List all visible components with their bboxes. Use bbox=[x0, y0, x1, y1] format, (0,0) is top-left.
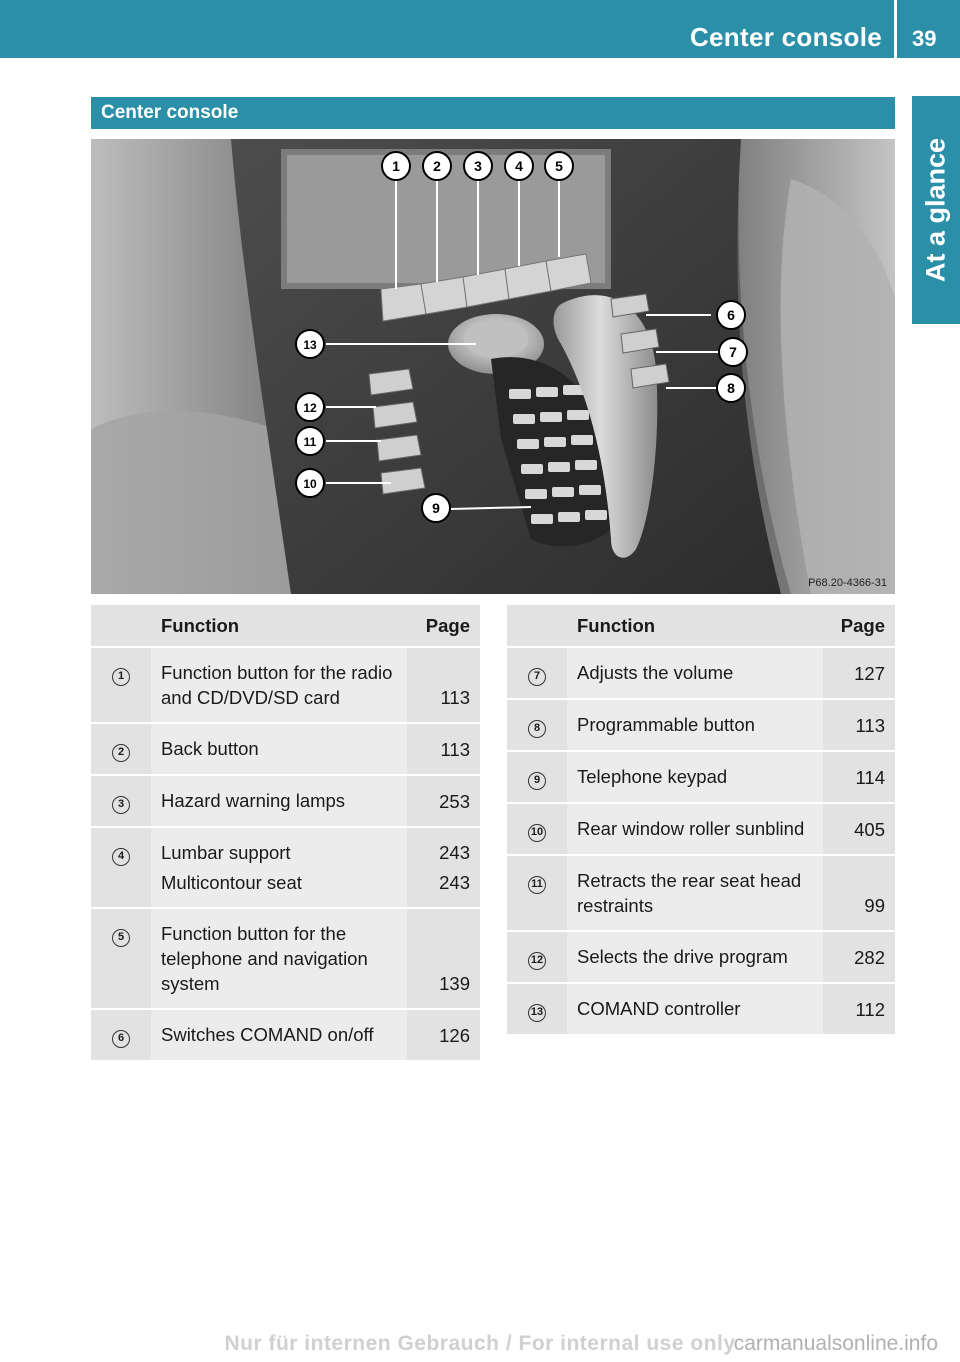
photo-callout-7 bbox=[719, 338, 747, 366]
photo-callout-11 bbox=[296, 427, 324, 455]
page-reference: 126 bbox=[439, 1025, 470, 1046]
table-header-page: Page bbox=[823, 605, 895, 647]
item-number-badge: 6 bbox=[112, 1030, 130, 1048]
function-description: COMAND controller bbox=[577, 998, 741, 1019]
table-row bbox=[91, 775, 480, 827]
page-reference: 243 bbox=[439, 842, 470, 863]
page-reference: 127 bbox=[854, 663, 885, 684]
item-number-badge: 4 bbox=[112, 848, 130, 866]
function-description: Function button for the radio and CD/DVD/SD card bbox=[161, 662, 393, 708]
photo-callout-10 bbox=[296, 469, 324, 497]
item-number-badge: 9 bbox=[528, 772, 546, 790]
svg-text:7: 7 bbox=[729, 344, 737, 360]
function-description: Lumbar support bbox=[161, 842, 291, 863]
photo-callout-6 bbox=[717, 301, 745, 329]
page-reference: 114 bbox=[855, 767, 885, 788]
page-reference: 99 bbox=[864, 895, 885, 916]
footer-site: carmanualsonline.info bbox=[733, 1332, 938, 1355]
page-reference: 282 bbox=[854, 947, 885, 968]
svg-text:9: 9 bbox=[432, 500, 440, 516]
header-title: Center console bbox=[689, 22, 882, 52]
photo-callout-2 bbox=[423, 152, 451, 180]
photo-callout-5 bbox=[545, 152, 573, 180]
svg-text:12: 12 bbox=[303, 401, 317, 415]
table-row bbox=[91, 827, 480, 908]
table-row bbox=[507, 803, 895, 855]
footer-notice: Nur für internen Gebrauch / For internal use only bbox=[224, 1332, 736, 1355]
table-row bbox=[91, 908, 480, 1009]
side-tab-label: At a glance bbox=[920, 137, 951, 283]
photo-callout-4 bbox=[505, 152, 533, 180]
function-table-left bbox=[91, 605, 480, 1060]
table-row bbox=[507, 751, 895, 803]
item-number-badge: 3 bbox=[112, 796, 130, 814]
function-description: Rear window roller sunblind bbox=[577, 818, 805, 839]
function-description: Telephone keypad bbox=[577, 766, 728, 787]
table-row bbox=[507, 647, 895, 699]
function-description: Retracts the rear seat head restraints bbox=[577, 870, 802, 916]
table-row bbox=[507, 699, 895, 751]
svg-text:2: 2 bbox=[433, 158, 441, 174]
photo-callout-1 bbox=[382, 152, 410, 180]
table-row bbox=[507, 983, 895, 1034]
photo-callout-8 bbox=[717, 374, 745, 402]
item-number-badge: 11 bbox=[528, 876, 546, 894]
item-number-badge: 1 bbox=[112, 668, 130, 686]
page-number: 39 bbox=[912, 26, 937, 51]
table-header-page: Page bbox=[407, 605, 480, 647]
item-number-badge: 12 bbox=[528, 952, 546, 970]
svg-text:10: 10 bbox=[303, 477, 317, 491]
page-reference: 113 bbox=[855, 715, 885, 736]
page-reference: 243 bbox=[439, 872, 470, 893]
function-description: Adjusts the volume bbox=[577, 662, 734, 683]
table-row bbox=[507, 855, 895, 931]
item-number-badge: 7 bbox=[528, 668, 546, 686]
table-row bbox=[507, 931, 895, 983]
section-title: Center console bbox=[101, 102, 239, 123]
table-row bbox=[91, 1009, 480, 1060]
photo-callout-12 bbox=[296, 393, 324, 421]
page-reference: 253 bbox=[439, 791, 470, 812]
function-description: Back button bbox=[161, 738, 259, 759]
table-header-function: Function bbox=[567, 605, 823, 647]
item-number-badge: 2 bbox=[112, 744, 130, 762]
function-description: Function button for the telephone and navigation system bbox=[161, 923, 368, 994]
photo-callout-13 bbox=[296, 330, 324, 358]
item-number-badge: 10 bbox=[528, 824, 546, 842]
table-header-number bbox=[507, 605, 567, 647]
table-header-function: Function bbox=[151, 605, 407, 647]
table-row bbox=[91, 723, 480, 775]
svg-text:5: 5 bbox=[555, 158, 563, 174]
page-reference: 112 bbox=[855, 999, 885, 1020]
svg-text:3: 3 bbox=[474, 158, 482, 174]
item-number-badge: 5 bbox=[112, 929, 130, 947]
svg-text:8: 8 bbox=[727, 380, 735, 396]
photo-callout-3 bbox=[464, 152, 492, 180]
function-description: Hazard warning lamps bbox=[161, 790, 346, 811]
item-number-badge: 13 bbox=[528, 1004, 546, 1022]
page-reference: 405 bbox=[854, 819, 885, 840]
svg-text:4: 4 bbox=[515, 158, 523, 174]
function-description: Switches COMAND on/off bbox=[161, 1024, 374, 1045]
svg-text:6: 6 bbox=[727, 307, 735, 323]
photo-reference-code: P68.20-4366-31 bbox=[808, 577, 887, 589]
svg-text:11: 11 bbox=[303, 435, 317, 449]
function-description: Multicontour seat bbox=[161, 872, 302, 893]
photo-callout-9 bbox=[422, 494, 450, 522]
table-header-number bbox=[91, 605, 151, 647]
page-reference: 113 bbox=[440, 739, 470, 760]
side-tab bbox=[912, 96, 960, 324]
function-description: Selects the drive program bbox=[577, 946, 788, 967]
header-divider bbox=[894, 0, 897, 58]
center-console-photo bbox=[91, 139, 895, 594]
function-description: Programmable button bbox=[577, 714, 755, 735]
svg-text:1: 1 bbox=[392, 158, 400, 174]
table-row bbox=[91, 647, 480, 723]
section-heading bbox=[91, 97, 895, 129]
page-reference: 113 bbox=[440, 687, 470, 708]
item-number-badge: 8 bbox=[528, 720, 546, 738]
svg-text:13: 13 bbox=[303, 338, 317, 352]
page-reference: 139 bbox=[439, 973, 470, 994]
function-table-right bbox=[507, 605, 895, 1034]
